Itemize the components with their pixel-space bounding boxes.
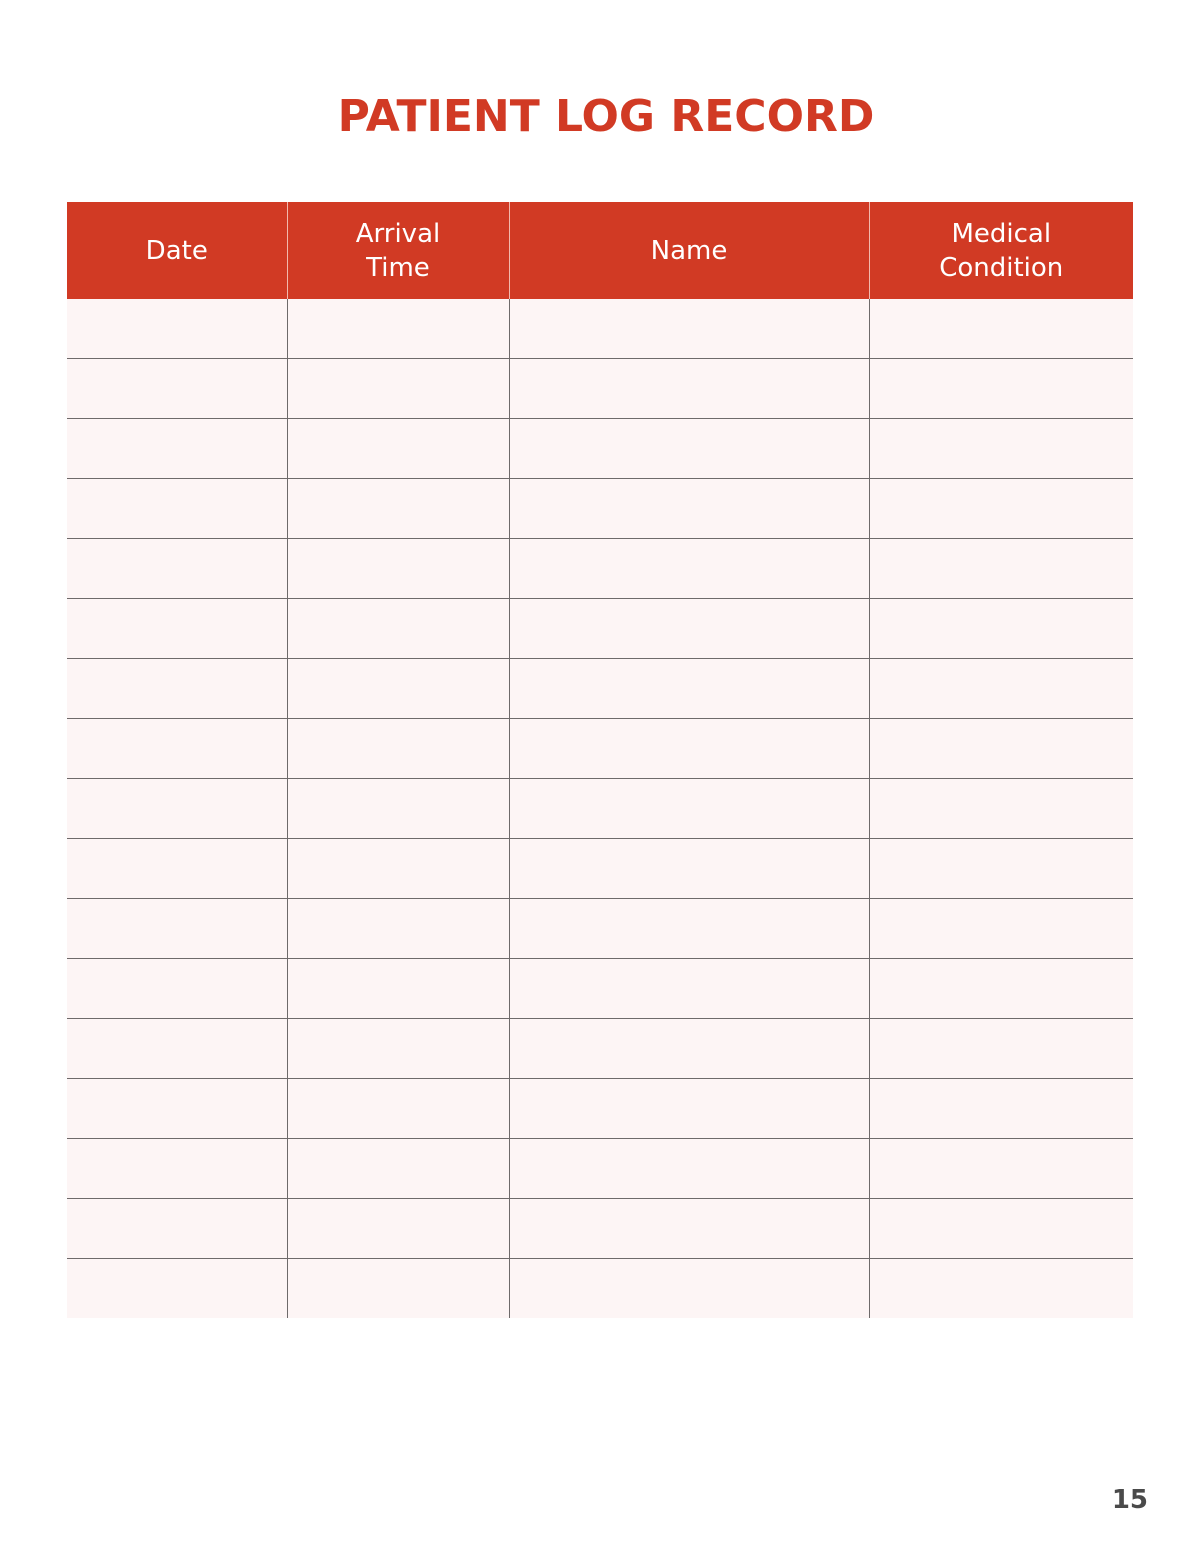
cell-name[interactable] [509,899,869,959]
cell-name[interactable] [509,1199,869,1259]
cell-arrival-time[interactable] [287,959,509,1019]
cell-name[interactable] [509,779,869,839]
table-row [67,539,1133,599]
table-body [67,299,1133,1318]
column-header-arrival-time [287,202,509,299]
cell-arrival-time[interactable] [287,299,509,359]
cell-date[interactable] [67,1259,287,1319]
cell-date[interactable] [67,1199,287,1259]
table-row [67,959,1133,1019]
column-header-label: Medical [951,218,1052,249]
cell-name[interactable] [509,1079,869,1139]
column-header-name [509,202,869,299]
table-row [67,419,1133,479]
table-row [67,839,1133,899]
cell-date[interactable] [67,899,287,959]
page-title: PATIENT LOG RECORD [337,91,875,142]
cell-name[interactable] [509,299,869,359]
cell-arrival-time[interactable] [287,359,509,419]
table-row [67,659,1133,719]
cell-arrival-time[interactable] [287,1199,509,1259]
cell-name[interactable] [509,839,869,899]
page-number: 15 [1111,1485,1148,1515]
cell-medical-condition[interactable] [869,1079,1133,1139]
cell-medical-condition[interactable] [869,1019,1133,1079]
cell-name[interactable] [509,479,869,539]
cell-name[interactable] [509,359,869,419]
column-header-date [67,202,287,299]
table-row [67,1079,1133,1139]
cell-medical-condition[interactable] [869,959,1133,1019]
cell-date[interactable] [67,359,287,419]
cell-arrival-time[interactable] [287,1079,509,1139]
cell-arrival-time[interactable] [287,779,509,839]
cell-medical-condition[interactable] [869,779,1133,839]
cell-date[interactable] [67,419,287,479]
cell-medical-condition[interactable] [869,899,1133,959]
table-header-row [67,202,1133,299]
cell-arrival-time[interactable] [287,479,509,539]
table-row [67,599,1133,659]
cell-date[interactable] [67,659,287,719]
cell-medical-condition[interactable] [869,659,1133,719]
cell-medical-condition[interactable] [869,1139,1133,1199]
cell-medical-condition[interactable] [869,539,1133,599]
cell-medical-condition[interactable] [869,1259,1133,1319]
table-row [67,359,1133,419]
table-row [67,899,1133,959]
column-header-label: Condition [939,252,1064,283]
cell-arrival-time[interactable] [287,599,509,659]
cell-medical-condition[interactable] [869,419,1133,479]
cell-medical-condition[interactable] [869,1199,1133,1259]
cell-medical-condition[interactable] [869,839,1133,899]
table-row [67,719,1133,779]
cell-name[interactable] [509,1019,869,1079]
column-header-label: Date [145,235,208,266]
cell-name[interactable] [509,959,869,1019]
table-row [67,1259,1133,1319]
column-header-label: Time [366,252,430,283]
cell-date[interactable] [67,719,287,779]
cell-name[interactable] [509,1139,869,1199]
cell-date[interactable] [67,959,287,1019]
cell-name[interactable] [509,719,869,779]
cell-date[interactable] [67,539,287,599]
table-row [67,1139,1133,1199]
cell-name[interactable] [509,599,869,659]
column-header-label: Arrival [355,218,441,249]
cell-date[interactable] [67,1139,287,1199]
cell-name[interactable] [509,419,869,479]
cell-medical-condition[interactable] [869,479,1133,539]
column-header-medical-condition [869,202,1133,299]
cell-date[interactable] [67,1019,287,1079]
cell-arrival-time[interactable] [287,1259,509,1319]
cell-name[interactable] [509,659,869,719]
cell-arrival-time[interactable] [287,839,509,899]
cell-name[interactable] [509,1259,869,1319]
cell-arrival-time[interactable] [287,1019,509,1079]
cell-medical-condition[interactable] [869,719,1133,779]
table-row [67,1019,1133,1079]
table-row [67,479,1133,539]
cell-arrival-time[interactable] [287,1139,509,1199]
cell-arrival-time[interactable] [287,719,509,779]
cell-date[interactable] [67,839,287,899]
cell-arrival-time[interactable] [287,659,509,719]
cell-medical-condition[interactable] [869,359,1133,419]
cell-date[interactable] [67,479,287,539]
cell-date[interactable] [67,599,287,659]
cell-medical-condition[interactable] [869,299,1133,359]
cell-arrival-time[interactable] [287,899,509,959]
cell-medical-condition[interactable] [869,599,1133,659]
cell-date[interactable] [67,299,287,359]
cell-name[interactable] [509,539,869,599]
table-row [67,299,1133,359]
cell-arrival-time[interactable] [287,539,509,599]
cell-arrival-time[interactable] [287,419,509,479]
patient-log-table [67,202,1133,1318]
table-row [67,1199,1133,1259]
column-header-label: Name [650,235,728,266]
cell-date[interactable] [67,779,287,839]
cell-date[interactable] [67,1079,287,1139]
table-row [67,779,1133,839]
